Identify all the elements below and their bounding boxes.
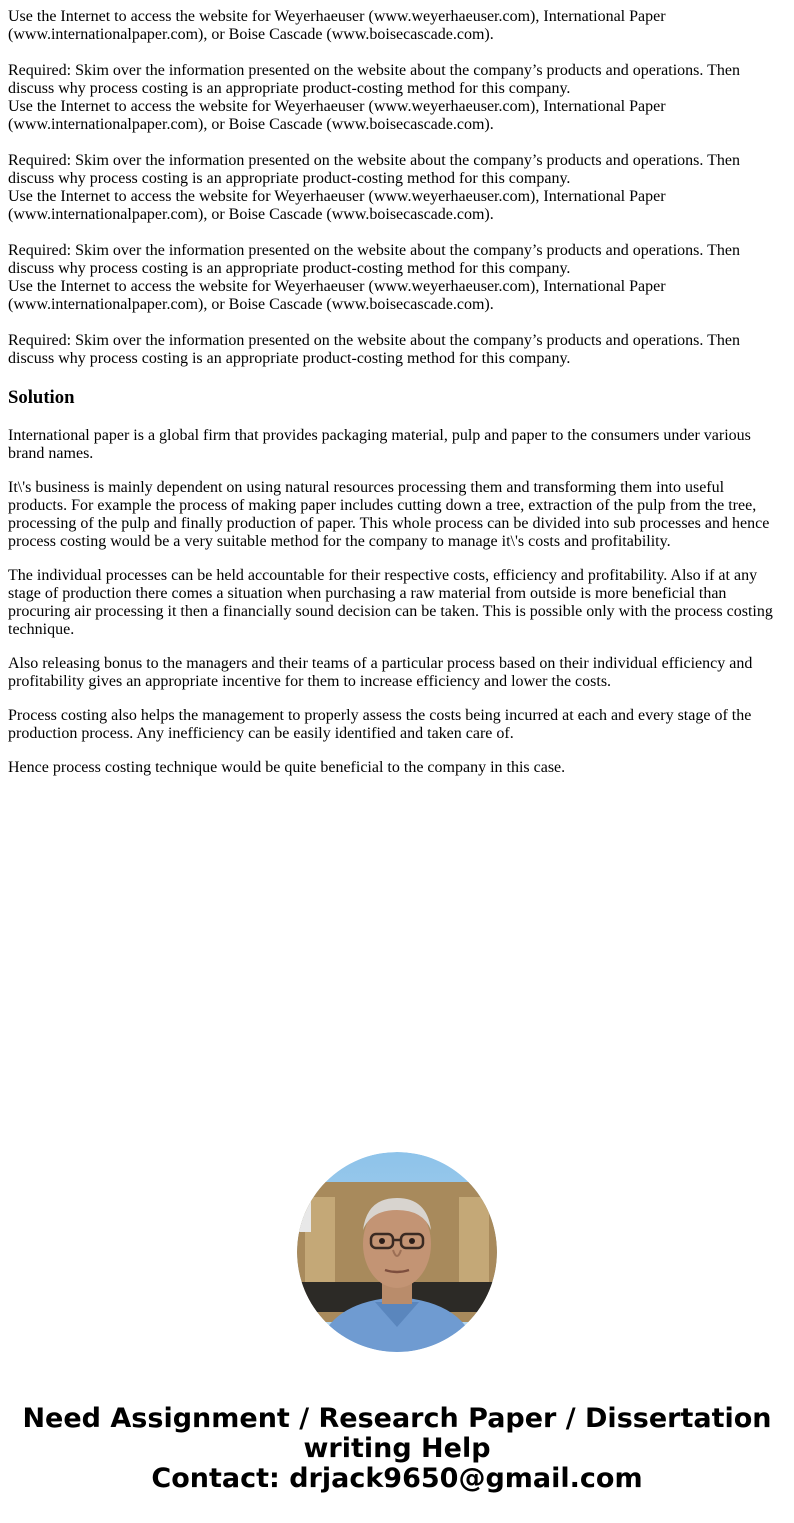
solution-paragraph: Hence process costing technique would be quite beneficial to the company in this case. (8, 759, 566, 776)
promo-line: Need Assignment / Research Paper / Dissertation (22, 1403, 772, 1434)
promo-line: writing Help (303, 1433, 491, 1464)
question-text: Use the Internet to access the website for Weyerhaeuser (www.weyerhaeuser.com), International Paper (www.internationalpaper.com), or Boise Cascade (www.boisecascade.com). (8, 278, 666, 313)
solution-paragraph: Also releasing bonus to the managers and their teams of a particular process based on their individual efficiency and profitability gives an appropriate incentive for them to increase efficiency and lower the costs. (8, 655, 753, 690)
author-avatar (297, 1152, 497, 1352)
solution-paragraph: The individual processes can be held accountable for their respective costs, efficiency and profitability. Also if at any stage of production there comes a situation when purchasing a raw material from outside is more beneficial than procuring air processing it then a financially sound decision can be taken. This is possible only with the process costing technique. (8, 567, 773, 638)
question-text: Use the Internet to access the website for Weyerhaeuser (www.weyerhaeuser.com), International Paper (www.internationalpaper.com), or Boise Cascade (www.boisecascade.com). (8, 98, 666, 133)
question-block (8, 188, 778, 278)
solution-heading: Solution (8, 387, 75, 408)
question-block (8, 98, 778, 188)
solution-paragraph: It\'s business is mainly dependent on using natural resources processing them and transforming them into useful products. For example the process of making paper includes cutting down a tree, extraction of the pulp from the tree, processing of the pulp and finally production of paper. This whole process can be divided into sub processes and hence process costing would be a very suitable method for the company to manage it\'s costs and profitability. (8, 479, 770, 550)
question-section (8, 8, 778, 368)
question-text: Use the Internet to access the website for Weyerhaeuser (www.weyerhaeuser.com), International Paper (www.internationalpaper.com), or Boise Cascade (www.boisecascade.com). (8, 8, 666, 43)
solution-paragraph: Process costing also helps the management to properly assess the costs being incurred at each and every stage of the production process. Any inefficiency can be easily identified and taken care of. (8, 707, 752, 742)
question-requirement: Required: Skim over the information presented on the website about the company’s products and operations. Then discuss why process costing is an appropriate product-costing method for this company. (8, 152, 740, 187)
question-requirement: Required: Skim over the information presented on the website about the company’s products and operations. Then discuss why process costing is an appropriate product-costing method for this company. (8, 332, 740, 367)
promo-text (0, 1404, 794, 1494)
solution-paragraph: International paper is a global firm that provides packaging material, pulp and paper to the consumers under various brand names. (8, 427, 751, 462)
document-body (8, 8, 778, 793)
question-requirement: Required: Skim over the information presented on the website about the company’s products and operations. Then discuss why process costing is an appropriate product-costing method for this company. (8, 62, 740, 97)
question-block (8, 8, 778, 98)
question-text: Use the Internet to access the website for Weyerhaeuser (www.weyerhaeuser.com), International Paper (www.internationalpaper.com), or Boise Cascade (www.boisecascade.com). (8, 188, 666, 223)
promo-contact: Contact: drjack9650@gmail.com (151, 1463, 643, 1494)
promo-banner (0, 1152, 794, 1494)
question-requirement: Required: Skim over the information presented on the website about the company’s products and operations. Then discuss why process costing is an appropriate product-costing method for this company. (8, 242, 740, 277)
question-block (8, 278, 778, 368)
solution-body (8, 427, 778, 777)
